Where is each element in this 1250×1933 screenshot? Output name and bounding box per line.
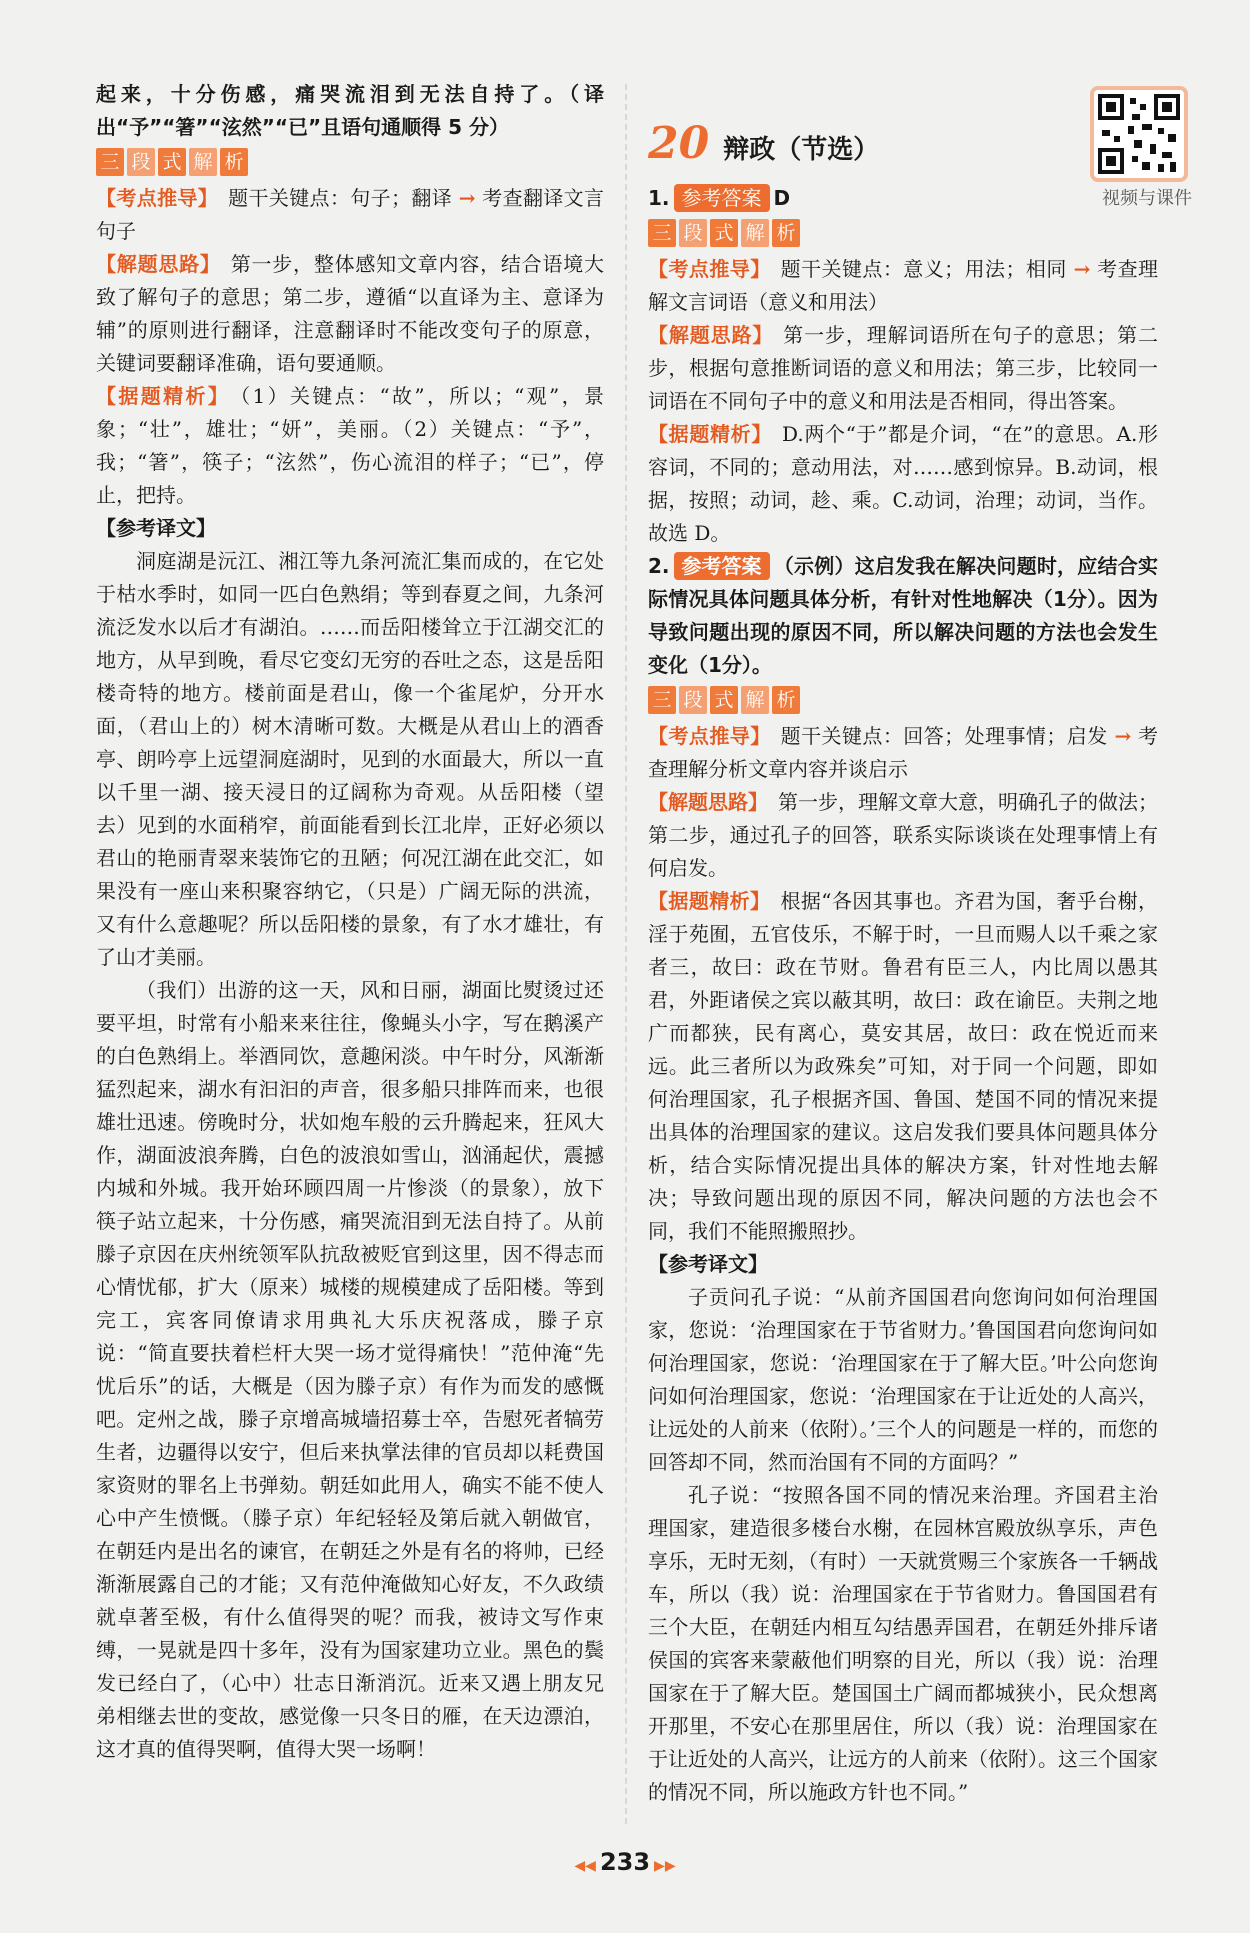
sanduan-char: 三 <box>648 686 676 714</box>
section-number: 20 <box>648 118 710 169</box>
q1-jutiti-block <box>648 418 1158 550</box>
sanduan-analysis-banner <box>648 219 1158 247</box>
q1-kaodian-block <box>648 253 1158 319</box>
qr-label: 视频与课件 <box>1102 188 1192 209</box>
arrow-right-icon: → <box>1073 257 1091 281</box>
reference-translation-heading: 【参考译文】 <box>96 516 216 540</box>
page-number: 233 <box>599 1848 651 1876</box>
translation-paragraph: 洞庭湖是沅江、湘江等九条河流汇集而成的，在它处于枯水季时，如同一匹白色熟绢；等到春夏之间，九条河流泛发水以后才有湖泊。……而岳阳楼耸立于江湖交汇的地方，从早到晚，看尽它变幻无穷的吞吐之态，这是岳阳楼奇特的地方。楼前面是君山，像一个雀尾炉，分开水面，（君山上的）树木清晰可数。大概是从君山上的酒香亭、朗吟亭上远望洞庭湖时，见到的水面最大，所以一直以千里一湖、接天浸日的辽阔称为奇观。从岳阳楼（望去）见到的水面稍窄，前面能看到长江北岸，正好必须以君山的艳丽青翠来装饰它的丑陋；何况江湖在此交汇，如果没有一座山来积聚容纳它，（只是）广阔无际的洪流，又有什么意趣呢？所以岳阳楼的景象，有了水才雄壮，有了山才美丽。 <box>96 549 604 969</box>
kaodian-target: 考查理解文言词语（意义和用法） <box>648 257 1159 314</box>
translation-paragraph: 孔子说：“按照各国不同的情况来治理。齐国君主治理国家，建造很多楼台水榭，在园林宫殿放纵享乐，声色享乐，无时无刻，（有时）一天就赏赐三个家族各一千辆战车，所以（我）说：治理国家在于节省财力。鲁国国君有三个大臣，在朝廷内相互勾结愚弄国君，在朝廷外排斥诸侯国的宾客来蒙蔽他们明察的目光，所以（我）说：治理国家在于了解大臣。楚国国土广阔而都城狭小，民众想离开那里，不安心在那里居住，所以（我）说：治理国家在于让近处的人高兴，让远方的人前来（依附）。这三个国家的情况不同，所以施政方针也不同。” <box>648 1483 1158 1804</box>
sanduan-char: 段 <box>127 148 155 176</box>
answer-value: （示例）这启发我在解决问题时，应结合实际情况具体问题具体分析，有针对性地解决（1分）。因为导致问题出现的原因不同，所以解决问题的方法也会发生变化（1分）。 <box>648 554 1158 677</box>
jieti-tag: 【解题思路】 <box>96 252 221 276</box>
reference-translation-heading: 【参考译文】 <box>648 1252 768 1276</box>
kaodian-keypoints: 题干关键点：回答；处理事情；启发 <box>780 724 1108 748</box>
sanduan-char: 解 <box>741 686 769 714</box>
page-right-arrow-icon: ▶▶ <box>654 1858 676 1874</box>
q2-jutiti-block <box>648 885 1158 1248</box>
question-2-answer <box>648 550 1158 682</box>
sanduan-char: 解 <box>189 148 217 176</box>
jutiti-text: （1）关键点：“故”，所以；“观”，景象；“壮”，雄壮；“妍”，美丽。（2）关键点：“予”，我；“箸”，筷子；“泫然”，伤心流泪的样子；“已”，停止，把持。 <box>96 384 605 507</box>
sanduan-char: 析 <box>772 686 800 714</box>
arrow-right-icon: → <box>1114 724 1132 748</box>
kaodian-target: 考查理解分析文章内容并谈启示 <box>648 724 1159 781</box>
qr-code-icon[interactable] <box>1090 86 1188 182</box>
jieti-block <box>96 248 604 380</box>
sanduan-char: 三 <box>96 148 124 176</box>
column-divider <box>625 84 627 1824</box>
jieti-text: 第一步，理解文章大意，明确孔子的做法；第二步，通过孔子的回答，联系实际谈谈在处理事情上有何启发。 <box>648 790 1158 880</box>
jieti-tag: 【解题思路】 <box>648 790 768 814</box>
q2-kaodian-block <box>648 720 1158 786</box>
translation-paragraph: 子贡问孔子说：“从前齐国国君向您询问如何治理国家，您说：‘治理国家在于节省财力。’鲁国国君向您询问如何治理国家，您说：‘治理国家在于了解大臣。’叶公向您询问如何治理国家，您说：‘治理国家在于让近处的人高兴，让远处的人前来（依附）。’三个人的问题是一样的，而您的回答却不同，然而治国有不同的方面吗？” <box>648 1285 1158 1474</box>
answer-badge: 参考答案 <box>674 552 770 580</box>
translation-paragraph: （我们）出游的这一天，风和日丽，湖面比熨烫过还要平坦，时常有小船来来往往，像蝇头小字，写在鹅溪产的白色熟绢上。举酒同饮，意趣闲淡。中午时分，风渐渐猛烈起来，湖水有汩汩的声音，很多船只排阵而来，也很雄壮迅速。傍晚时分，状如炮车般的云升腾起来，狂风大作，湖面波浪奔腾，白色的波浪如雪山，汹涌起伏，震撼内城和外城。我开始环顾四周一片惨淡（的景象），放下筷子站立起来，十分伤感，痛哭流泪到无法自持了。从前滕子京因在庆州统领军队抗敌被贬官到这里，因不得志而心情忧郁，扩大（原来）城楼的规模建成了岳阳楼。等到完工，宾客同僚请求用典礼大乐庆祝落成，滕子京说：“简直要扶着栏杆大哭一场才觉得痛快！”范仲淹“先忧后乐”的话，大概是（因为滕子京）有作为而发的感慨吧。定州之战，滕子京增高城墙招募士卒，告慰死者犒劳生者，边疆得以安宁，但后来执掌法律的官员却以耗费国家资财的罪名上书弹劾。朝廷如此用人，确实不能不使人心中产生愤慨。（滕子京）年纪轻轻及第后就入朝做官，在朝廷内是出名的谏官，在朝廷之外是有名的将帅，已经渐渐展露自己的才能；又有范仲淹做知心好友，不久政绩就卓著至极，有什么值得哭的呢？而我，被诗文写作束缚，一晃就是四十多年，没有为国家建功立业。黑色的鬓发已经白了，（心中）壮志日渐消沉。近来又遇上朋友兄弟相继去世的变故，感觉像一只冬日的雁，在天边漂泊，这才真的值得哭啊，值得大哭一场啊！ <box>96 978 604 1761</box>
sanduan-char: 段 <box>679 686 707 714</box>
page-left-arrow-icon: ◀◀ <box>574 1858 596 1874</box>
kaodian-tag: 【考点推导】 <box>648 257 771 281</box>
section-title: 辩政（节选） <box>723 135 880 165</box>
sanduan-char: 析 <box>220 148 248 176</box>
q1-jieti-block <box>648 319 1158 418</box>
sanduan-char: 解 <box>741 219 769 247</box>
q2-jieti-block <box>648 786 1158 885</box>
kaodian-keypoints: 题干关键点：句子；翻译 <box>228 186 453 210</box>
arrow-right-icon: → <box>458 186 476 210</box>
answer-badge: 参考答案 <box>674 184 770 212</box>
sanduan-analysis-banner <box>96 148 604 176</box>
jutiti-text: 根据“各因其事也。齐君为国，奢乎台榭，淫于苑囿，五官伎乐，不解于时，一旦而赐人以千乘之家者三，故曰：政在节财。鲁君有臣三人，内比周以愚其君，外距诸侯之宾以蔽其明，故曰：政在谕臣。夫荆之地广而都狭，民有离心，莫安其居，故曰：政在悦近而来远。此三者所以为政殊矣”可知，对于同一个问题，即如何治理国家，孔子根据齐国、鲁国、楚国不同的情况来提出具体的治理国家的建议。这启发我们要具体问题具体分析，结合实际情况提出具体的解决方案，针对性地去解决；导致问题出现的原因不同，解决问题的方法也会不同，我们不能照搬照抄。 <box>648 889 1159 1243</box>
sanduan-char: 式 <box>710 219 738 247</box>
sanduan-char: 三 <box>648 219 676 247</box>
sanduan-char: 析 <box>772 219 800 247</box>
jieti-text: 第一步，理解词语所在句子的意思；第二步，根据句意推断词语的意义和用法；第三步，比较同一词语在不同句子中的意义和用法是否相同，得出答案。 <box>648 323 1159 413</box>
page-footer <box>0 1848 1250 1876</box>
kaodian-block <box>96 182 604 248</box>
kaodian-tag: 【考点推导】 <box>648 724 771 748</box>
jutiti-text: D.两个“于”都是介词，“在”的意思。A.形容词，不同的；意动用法，对……感到惊异。B.动词，根据，按照；动词，趁、乘。C.动词，治理；动词，当作。故选 D。 <box>648 422 1159 545</box>
kaodian-target: 考查翻译文言句子 <box>96 186 605 243</box>
answer-value: D <box>773 186 791 210</box>
jieti-tag: 【解题思路】 <box>648 323 774 347</box>
left-column <box>96 78 604 1766</box>
section-header <box>648 118 1158 182</box>
sanduan-char: 式 <box>158 148 186 176</box>
right-column <box>648 78 1158 1809</box>
kaodian-keypoints: 题干关键点：意义；用法；相同 <box>780 257 1067 281</box>
jutiti-tag: 【据题精析】 <box>648 889 771 913</box>
question-number: 1. <box>648 186 670 210</box>
jutiti-block <box>96 380 604 512</box>
sanduan-char: 式 <box>710 686 738 714</box>
jieti-text: 第一步，整体感知文章内容，结合语境大致了解句子的意思；第二步，遵循“以直译为主、意译为辅”的原则进行翻译，注意翻译时不能改变句子的原意，关键词要翻译准确，语句要通顺。 <box>96 252 605 375</box>
question-number: 2. <box>648 554 670 578</box>
kaodian-tag: 【考点推导】 <box>96 186 219 210</box>
jutiti-tag: 【据题精析】 <box>96 384 231 408</box>
intro-bold-text: 起来，十分伤感，痛哭流泪到无法自持了。（译出“予”“箸”“泫然”“已”且语句通顺得 5 分） <box>96 82 604 139</box>
sanduan-analysis-banner <box>648 686 1158 714</box>
sanduan-char: 段 <box>679 219 707 247</box>
question-1-answer <box>648 182 1158 215</box>
jutiti-tag: 【据题精析】 <box>648 422 772 446</box>
